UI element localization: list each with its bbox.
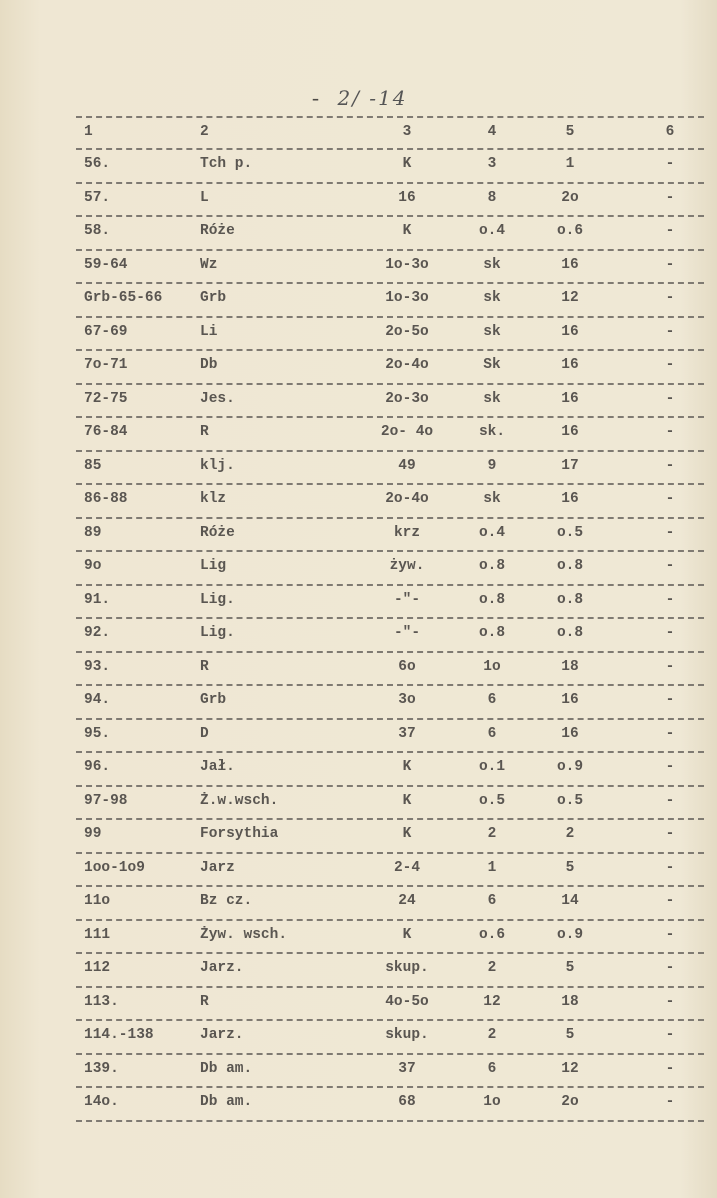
table-row [80,586,705,618]
table-row [80,385,705,417]
table-cell-col1: 56. [84,156,111,172]
table-cell-col3: 3o [398,692,416,708]
table-cell-col6: - [665,1094,675,1110]
table-row [80,787,705,819]
table-cell-col2: D [200,725,209,742]
table-cell-col3: K [402,926,412,943]
table-cell-col4: sk [483,290,501,306]
table-cell-col3: skup. [385,960,429,976]
table-header-row [80,118,705,148]
table-cell-col1: 95. [84,725,111,742]
table-cell-col1: 85 [84,457,102,474]
table-cell-col3: 2o- 4o [380,424,434,440]
table-cell-col2: Bz cz. [200,893,253,909]
table-cell-col1: 91. [84,591,111,608]
table-cell-col6: - [665,323,675,340]
table-cell-col5: o.9 [556,926,584,943]
table-cell-col3: 4o-5o [385,993,429,1010]
table-cell-col2: Lig [200,558,227,574]
table-cell-col5: o.5 [556,524,584,541]
table-cell-col1: 7o-71 [84,357,128,373]
table-cell-col2: R [200,993,209,1010]
table-row [80,686,705,718]
table-cell-col1: 9o [84,558,102,574]
table-cell-col3: 68 [398,1094,416,1110]
table-cell-col1: Grb-65-66 [84,290,163,306]
table-cell-col4: sk [483,323,501,340]
page-number [0,86,717,112]
table-cell-col5: 18 [561,658,579,675]
table-cell-col6: - [665,926,675,943]
table-cell-col5: 1 [565,156,575,172]
table-cell-col4: 3 [487,156,497,172]
table-cell-col3: K [402,156,412,172]
table-cell-col6: - [665,692,675,708]
table-cell-col5: 12 [561,290,579,306]
table-cell-col6: - [665,993,675,1010]
table-cell-col3: 37 [398,1060,416,1077]
table-cell-col3: K [402,223,412,239]
table-cell-col3: K [402,826,412,842]
table-cell-col3: 1o-3o [385,290,429,306]
table-cell-col4: 1o [483,1094,501,1110]
table-cell-col2: Róże [200,223,235,239]
table-cell-col5: o.8 [556,591,584,608]
table-cell-col1: 58. [84,223,111,239]
table-cell-col4: 6 [487,725,497,742]
table-cell-col3: 49 [398,457,416,474]
table-row [80,284,705,316]
table-cell-col6: - [665,457,675,474]
table-row [80,854,705,886]
table-cell-col6: - [665,1060,675,1077]
table-cell-col5: o.5 [556,792,584,809]
table-cell-col5: 2o [561,189,579,206]
table-cell-col2: L [200,189,209,206]
table-cell-col2: R [200,424,209,440]
table-row [80,619,705,651]
table-cell-col1: 97-98 [84,792,128,809]
table-cell-col1: 59-64 [84,256,128,273]
table-row [80,318,705,350]
table-cell-col4: o.5 [478,792,506,809]
table-cell-col1: 89 [84,524,102,541]
table-cell-col2: klz [200,491,227,507]
table-cell-col6: - [665,189,675,206]
table-cell-col6: - [665,591,675,608]
table-cell-col4: sk [483,256,501,273]
table-cell-col4: 1o [483,658,501,675]
table-cell-col1: 93. [84,658,111,675]
column-header-4: 4 [487,124,497,140]
table-cell-col4: o.8 [478,625,506,641]
table-cell-col4: 12 [483,993,501,1010]
table-cell-col1: 94. [84,692,111,708]
table-cell-col4: 6 [487,1060,497,1077]
table-cell-col3: 2o-4o [385,357,429,373]
table-cell-col1: 112 [84,960,111,976]
table-cell-col4: 2 [487,1027,497,1043]
table-cell-col1: 11o [84,893,111,909]
table-cell-col5: 16 [561,390,579,407]
table-cell-col6: - [665,558,675,574]
table-row [80,351,705,383]
table-cell-col6: - [665,792,675,809]
table-cell-col1: 72-75 [84,390,128,407]
table-row [80,1055,705,1087]
table-cell-col3: skup. [385,1027,429,1043]
table-cell-col3: 2o-5o [385,323,429,340]
table-cell-col3: K [402,759,412,775]
table-cell-col1: 114.-138 [84,1027,154,1043]
table-row [80,720,705,752]
table-cell-col5: 5 [565,859,575,876]
table-cell-col4: o.6 [478,926,506,943]
table-cell-col2: Db am. [200,1094,253,1110]
table-cell-col5: 16 [561,424,579,440]
table-cell-col1: 67-69 [84,323,128,340]
table-row [80,552,705,584]
table-cell-col4: 1 [487,859,497,876]
table-cell-col2: Db [200,357,218,373]
table-cell-col3: 2o-3o [385,390,429,407]
table-cell-col5: 16 [561,491,579,507]
table-cell-col4: Sk [483,357,501,373]
table-cell-col6: - [665,658,675,675]
table-cell-col2: Jarz. [200,1027,244,1043]
table-cell-col3: -"- [393,625,421,641]
table-cell-col5: 12 [561,1060,579,1077]
table-cell-col3: -"- [393,591,421,608]
data-table [80,116,705,1122]
table-row [80,921,705,953]
table-cell-col4: 8 [487,189,497,206]
table-cell-col6: - [665,156,675,172]
table-cell-col5: o.9 [556,759,584,775]
table-row [80,988,705,1020]
table-cell-col1: 57. [84,189,111,206]
table-cell-col4: sk [483,491,501,507]
table-cell-col2: Grb [200,692,227,708]
table-cell-col3: 16 [398,189,416,206]
table-cell-col3: 37 [398,725,416,742]
table-cell-col6: - [665,390,675,407]
table-cell-col4: 2 [487,826,497,842]
table-cell-col4: sk [483,390,501,407]
table-cell-col5: o.6 [556,223,584,239]
table-cell-col5: 17 [561,457,579,474]
table-cell-col1: 96. [84,759,111,775]
table-cell-col3: 2-4 [393,859,421,876]
table-row [80,519,705,551]
table-cell-col5: 16 [561,725,579,742]
table-cell-col4: o.4 [478,223,506,239]
table-cell-col1: 1oo-1o9 [84,859,145,876]
table-cell-col1: 139. [84,1060,119,1077]
column-header-5: 5 [565,124,575,140]
table-cell-col4: 9 [487,457,497,474]
table-cell-col5: 14 [561,893,579,909]
table-cell-col1: 14o. [84,1094,119,1110]
table-cell-col5: 18 [561,993,579,1010]
table-cell-col2: Wz [200,256,218,273]
table-cell-col2: Lig. [200,625,235,641]
table-cell-col3: K [402,792,412,809]
table-cell-col5: 5 [565,1027,575,1043]
table-cell-col6: - [665,960,675,976]
table-cell-col2: Tch p. [200,156,253,172]
table-cell-col2: Ż.w.wsch. [200,792,279,809]
table-cell-col5: 16 [561,692,579,708]
table-row [80,485,705,517]
table-cell-col6: - [665,524,675,541]
table-row [80,150,705,182]
table-cell-col4: o.4 [478,524,506,541]
table-cell-col6: - [665,625,675,641]
table-cell-col5: o.8 [556,558,584,574]
dashed-rule [76,1120,704,1122]
column-header-3: 3 [402,124,412,140]
table-cell-col6: - [665,1027,675,1043]
table-cell-col4: 2 [487,960,497,976]
table-cell-col6: - [665,893,675,909]
table-row [80,418,705,450]
table-cell-col4: o.1 [478,759,506,775]
column-header-2: 2 [200,124,209,140]
table-row [80,653,705,685]
table-cell-col2: R [200,658,209,675]
table-cell-col2: Jes. [200,390,235,407]
table-cell-col1: 99 [84,826,102,842]
table-cell-col4: 6 [487,692,497,708]
page-number-handwritten: 2/ -14 [337,86,408,110]
table-cell-col4: 6 [487,893,497,909]
table-cell-col6: - [665,357,675,373]
table-cell-col5: 16 [561,256,579,273]
table-cell-col5: 2 [565,826,575,842]
table-cell-col3: 1o-3o [385,256,429,273]
table-cell-col6: - [665,491,675,507]
table-cell-col5: 16 [561,323,579,340]
table-cell-col6: - [665,725,675,742]
table-cell-col2: klj. [200,457,235,474]
column-header-6: 6 [665,124,675,140]
table-row [80,887,705,919]
table-cell-col1: 111 [84,926,111,943]
table-row [80,251,705,283]
table-cell-col6: - [665,424,675,440]
table-row [80,1088,705,1120]
table-cell-col6: - [665,223,675,239]
table-row [80,184,705,216]
table-cell-col2: Grb [200,290,227,306]
table-cell-col5: 5 [565,960,575,976]
table-cell-col4: o.8 [478,558,506,574]
table-cell-col3: 24 [398,893,416,909]
table-cell-col2: Lig. [200,591,235,608]
table-cell-col6: - [665,290,675,306]
table-cell-col6: - [665,256,675,273]
table-cell-col1: 76-84 [84,424,128,440]
table-cell-col2: Li [200,323,218,340]
table-cell-col5: 2o [561,1094,579,1110]
table-cell-col2: Żyw. wsch. [200,926,288,943]
table-cell-col3: 2o-4o [385,491,429,507]
table-cell-col2: Róże [200,524,235,541]
table-cell-col4: sk. [478,424,506,440]
page-number-prefix: - [309,89,338,112]
table-cell-col2: Jał. [200,759,235,775]
table-cell-col5: 16 [561,357,579,373]
table-cell-col3: 6o [398,658,416,675]
table-cell-col1: 113. [84,993,119,1010]
table-cell-col5: o.8 [556,625,584,641]
table-cell-col6: - [665,759,675,775]
table-cell-col3: krz [393,524,421,541]
column-header-1: 1 [84,124,93,140]
table-row [80,753,705,785]
table-row [80,452,705,484]
table-cell-col2: Jarz. [200,960,244,976]
table-cell-col2: Jarz [200,859,235,876]
table-row [80,1021,705,1053]
table-cell-col2: Forsythia [200,826,279,842]
table-cell-col2: Db am. [200,1060,253,1077]
table-cell-col1: 86-88 [84,491,128,507]
table-row [80,217,705,249]
table-cell-col6: - [665,826,675,842]
table-cell-col1: 92. [84,625,111,641]
table-row [80,954,705,986]
table-cell-col4: o.8 [478,591,506,608]
table-cell-col6: - [665,859,675,876]
table-cell-col3: żyw. [389,558,425,574]
table-row [80,820,705,852]
